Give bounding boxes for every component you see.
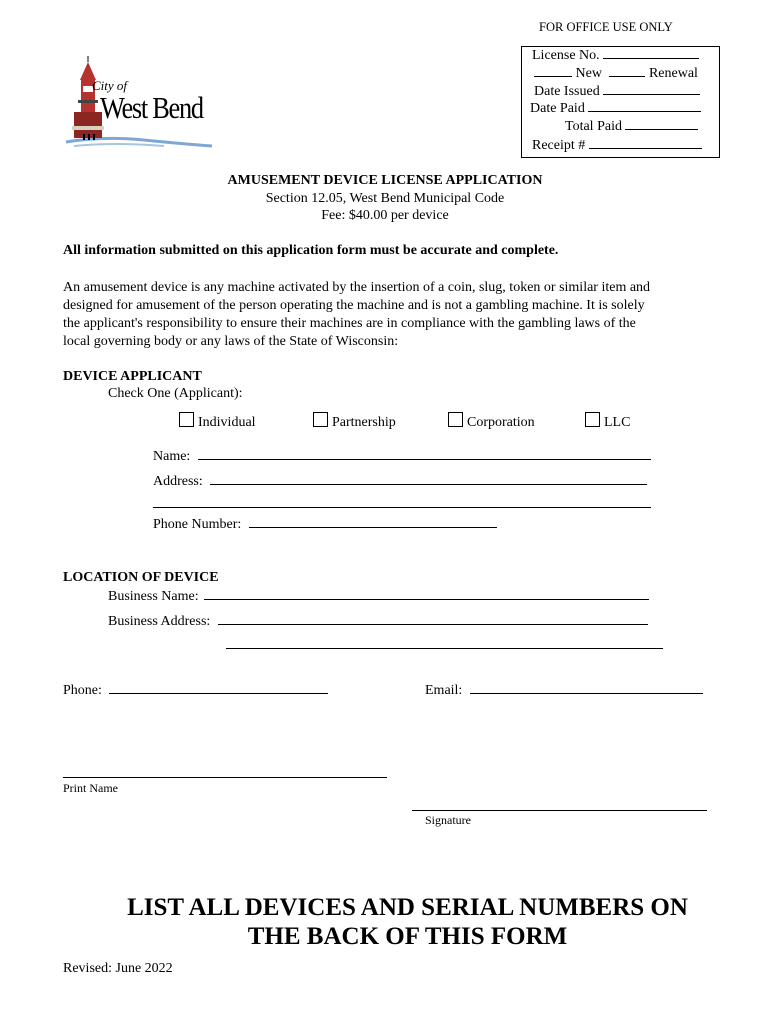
- checkbox-individual[interactable]: [179, 412, 256, 431]
- business-address-field[interactable]: [108, 614, 648, 630]
- receipt-field[interactable]: [532, 138, 702, 154]
- definition-line: designed for amusement of the person operating the machine and is not a gambling machine. It is solely: [63, 298, 645, 313]
- checkbox-partnership[interactable]: [313, 412, 396, 431]
- phone-number-label: Phone Number:: [153, 517, 242, 532]
- date-issued-label: Date Issued: [534, 84, 600, 99]
- checkbox-label: Individual: [198, 415, 256, 430]
- definition-line: the applicant's responsibility to ensure their machines are in compliance with the gambling laws of the: [63, 316, 636, 331]
- back-instruction-line-1: LIST ALL DEVICES AND SERIAL NUMBERS ON: [127, 894, 688, 921]
- contact-phone-field[interactable]: [63, 683, 328, 699]
- checkbox-llc[interactable]: [585, 412, 630, 431]
- new-label: New: [575, 66, 602, 81]
- print-name-label: Print Name: [63, 781, 118, 795]
- print-name-line[interactable]: [63, 777, 387, 778]
- signature-label: Signature: [425, 813, 471, 827]
- business-address-line-2[interactable]: [226, 648, 663, 649]
- location-heading: LOCATION OF DEVICE: [63, 570, 219, 585]
- total-paid-label: Total Paid: [565, 119, 622, 134]
- applicant-address-line-2[interactable]: [153, 507, 651, 508]
- checkbox-label: Partnership: [332, 415, 396, 430]
- back-instruction-line-2: THE BACK OF THIS FORM: [247, 923, 568, 950]
- renewal-label: Renewal: [648, 66, 698, 81]
- applicant-heading: DEVICE APPLICANT: [63, 369, 202, 384]
- applicant-address-field[interactable]: [153, 474, 647, 490]
- contact-phone-label: Phone:: [63, 683, 102, 698]
- contact-email-label: Email:: [425, 683, 463, 698]
- name-label: Name:: [153, 449, 191, 464]
- checkbox-label: LLC: [604, 415, 631, 430]
- address-label: Address:: [153, 474, 203, 489]
- city-logo: [64, 56, 214, 151]
- checkbox-label: Corporation: [467, 415, 535, 430]
- date-paid-field[interactable]: [530, 101, 701, 117]
- revised-date: Revised: June 2022: [63, 961, 173, 976]
- license-no-field[interactable]: [532, 48, 699, 64]
- checkbox-box[interactable]: [179, 412, 194, 427]
- checkbox-box[interactable]: [585, 412, 600, 427]
- signature-line[interactable]: [412, 810, 707, 811]
- business-name-field[interactable]: [108, 589, 649, 605]
- receipt-label: Receipt #: [532, 138, 586, 153]
- applicant-phone-field[interactable]: [153, 517, 497, 533]
- accuracy-notice: All information submitted on this application form must be accurate and complete.: [63, 243, 559, 258]
- checkbox-box[interactable]: [448, 412, 463, 427]
- contact-email-field[interactable]: [425, 683, 703, 699]
- logo-west-bend: West Bend: [100, 90, 203, 125]
- definition-paragraph: [63, 279, 650, 351]
- check-one-label: Check One (Applicant):: [108, 386, 243, 401]
- total-paid-field[interactable]: [565, 119, 698, 135]
- applicant-name-field[interactable]: [153, 449, 651, 465]
- checkbox-corporation[interactable]: [448, 412, 535, 431]
- checkbox-box[interactable]: [313, 412, 328, 427]
- date-paid-label: Date Paid: [530, 101, 585, 116]
- business-name-label: Business Name:: [108, 589, 199, 604]
- new-renewal-field[interactable]: [534, 66, 698, 82]
- definition-line: An amusement device is any machine activated by the insertion of a coin, slug, token or similar item and: [63, 280, 651, 295]
- form-fee: Fee: $40.00 per device: [321, 208, 449, 223]
- date-issued-field[interactable]: [534, 84, 700, 100]
- business-address-label: Business Address:: [108, 614, 211, 629]
- definition-line: local governing body or any laws of the State of Wisconsin:: [63, 334, 399, 349]
- office-use-heading: FOR OFFICE USE ONLY: [539, 20, 673, 34]
- license-no-label: License No.: [532, 48, 600, 63]
- form-title: AMUSEMENT DEVICE LICENSE APPLICATION: [227, 173, 543, 188]
- logo-city-of: City of: [92, 78, 128, 93]
- form-section: Section 12.05, West Bend Municipal Code: [265, 191, 505, 206]
